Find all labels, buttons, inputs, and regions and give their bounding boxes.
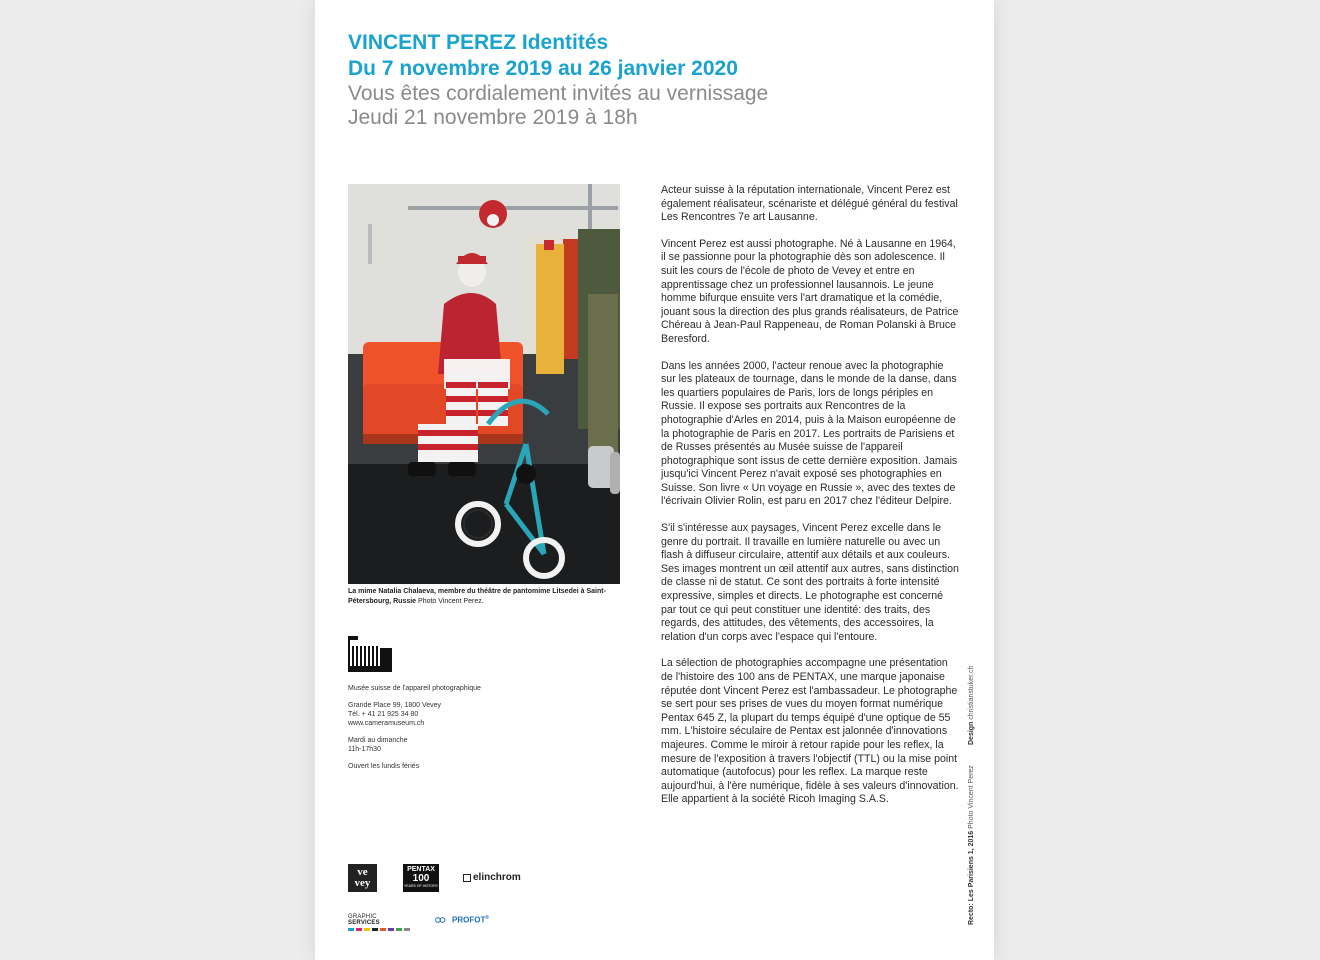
paragraph-5: La sélection de photographies accompagne une présentation de l'histoire des 100 ans de PENTAX, une marque japonaise réputée dont Vincent Perez est l'ambassadeur. Le photographe se sert pour ses prises de vues du moyen format numérique Pentax 645 Z, la plupart du temps équipé d'une optique de 55 mm. L'histoire séculaire de Pentax est jalonnée d'innovations majeures. Comme le miroir à retour rapide pour les reflex, la mesure de l'exposition à travers l'objectif (TTL) ou la mise point automatique (autofocus) pour les reflex. La marque reste aujourd'hui, à l'ère numérique, fidèle à ses valeurs d'innovation. Elle appartient à la société Ricoh Imaging S.A.S.	[661, 657, 959, 806]
graphic-services-logo	[348, 914, 410, 931]
elinchrom-mark-icon	[463, 874, 471, 882]
pentax-logo	[403, 864, 439, 892]
pentax-sub: YEARS OF HISTORY	[403, 884, 439, 888]
museum-website[interactable]: www.cameramuseum.ch	[348, 720, 425, 727]
exhibition-dates: Du 7 novembre 2019 au 26 janvier 2020	[348, 57, 738, 80]
profoto-text: PROFOT	[452, 915, 486, 925]
paragraph-1: Acteur suisse à la réputation internationale, Vincent Perez est également réalisateur, scénariste et délégué général du festival Les Rencontres 7e art Lausanne.	[661, 184, 958, 224]
caption-credit: Photo Vincent Perez.	[416, 598, 484, 605]
photo-illustration	[348, 184, 620, 584]
recto-photo: Photo Vincent Perez	[968, 765, 975, 831]
caption-title: La mime Natalia Chalaeva, membre du théâtre de pantomime Litsedei à Saint-Pétersbourg, Russie	[348, 588, 606, 605]
vevey-top: ve	[357, 866, 368, 878]
recto-title: Recto: Les Parisiens 1, 2016	[968, 830, 975, 925]
museum-info	[348, 636, 548, 779]
opening-days: Mardi au dimanche	[348, 737, 408, 744]
paragraph-3: Dans les années 2000, l'acteur renoue avec la photographie sur les plateaux de tournage, dans le monde de la danse, dans les quartiers populaires de Paris, lors de longs périples en Russie. Il expose ses portraits aux Rencontres de la photographie d'Arles en 2014, puis à la Maison européenne de la photographie de Paris en 2017. Les portraits de Parisiens et de Russes présentés au Musée suisse de l'appareil photographique sont issus de cette dernière exposition. Jamais jusqu'ici Vincent Perez n'avait exposé ses photographies en Suisse. Son livre « Un voyage en Russie », avec des textes de l'écrivain Olivier Rolin, est paru en 2017 chez l'éditeur Delpire.	[661, 359, 958, 508]
body-text	[661, 184, 960, 820]
portrait-photo	[348, 184, 620, 584]
photo-caption	[348, 587, 620, 607]
holiday-note: Ouvert les lundis fériés	[348, 763, 420, 770]
profoto-logo	[435, 915, 489, 925]
paragraph-2: Vincent Perez est aussi photographe. Né à Lausanne en 1964, il se passionne pour la photographie dès son adolescence. Il suit les cours de l'école de photo de Vevey et entre en apprentissage chez un professionnel lausannois. Le jeune homme bifurque ensuite vers l'art dramatique et la comédie, jouant sous la direction des plus grands réalisateurs, de Patrice Chéreau à Jean-Paul Rappeneau, de Roman Polanski à Bruce Beresford.	[661, 237, 959, 345]
profoto-rings-icon	[435, 917, 449, 923]
vevey-bottom: vey	[354, 877, 371, 889]
exhibition-title: VINCENT PEREZ Identités	[348, 31, 609, 54]
profoto-registered: ®	[485, 915, 490, 921]
elinchrom-text: elinchrom	[473, 872, 521, 883]
graphic-services-color-bars	[348, 928, 410, 931]
invitation-sheet	[315, 0, 994, 960]
elinchrom-logo	[463, 872, 521, 883]
opening-hours: 11h-17h30	[348, 746, 381, 753]
graphic-services-bold: SERVICES	[348, 920, 380, 926]
vernissage-date: Jeudi 21 novembre 2019 à 18h	[348, 106, 638, 129]
museum-phone: Tél. + 41 21 925 34 80	[348, 711, 419, 718]
paragraph-4: S'il s'intéresse aux paysages, Vincent Perez excelle dans le genre du portrait. Il travaille en lumière naturelle ou avec un flash à diffuseur circulaire, attentif aux détails et aux couleurs. Ses images montrent un œil attentif aux autres, sans distinction de classe ni de statut. Ce sont des portraits à forte intensité expressive, simples et directs. Le photographe est concerné par tout ce qui peut constituer une identité: des traits, des regards, des attitudes, des vêtements, des accessoires, la relation d'un corps avec l'espace qui l'entoure.	[661, 522, 959, 643]
design-credit	[968, 666, 976, 745]
vevey-logo	[348, 864, 377, 892]
museum-name: Musée suisse de l'appareil photographique	[348, 685, 481, 692]
invitation-line: Vous êtes cordialement invités au vernissage	[348, 82, 769, 105]
museum-address: Grande Place 99, 1800 Vevey	[348, 702, 442, 709]
pentax-number: 100	[412, 873, 430, 884]
design-name: christianstuker.ch	[968, 665, 975, 722]
graphic-services-light: GRAPHIC	[348, 914, 377, 920]
design-label: Design	[968, 721, 975, 745]
camera-museum-logo	[348, 636, 392, 672]
pentax-brand: PENTAX	[407, 866, 435, 873]
recto-credit	[968, 765, 976, 925]
header	[348, 30, 948, 130]
